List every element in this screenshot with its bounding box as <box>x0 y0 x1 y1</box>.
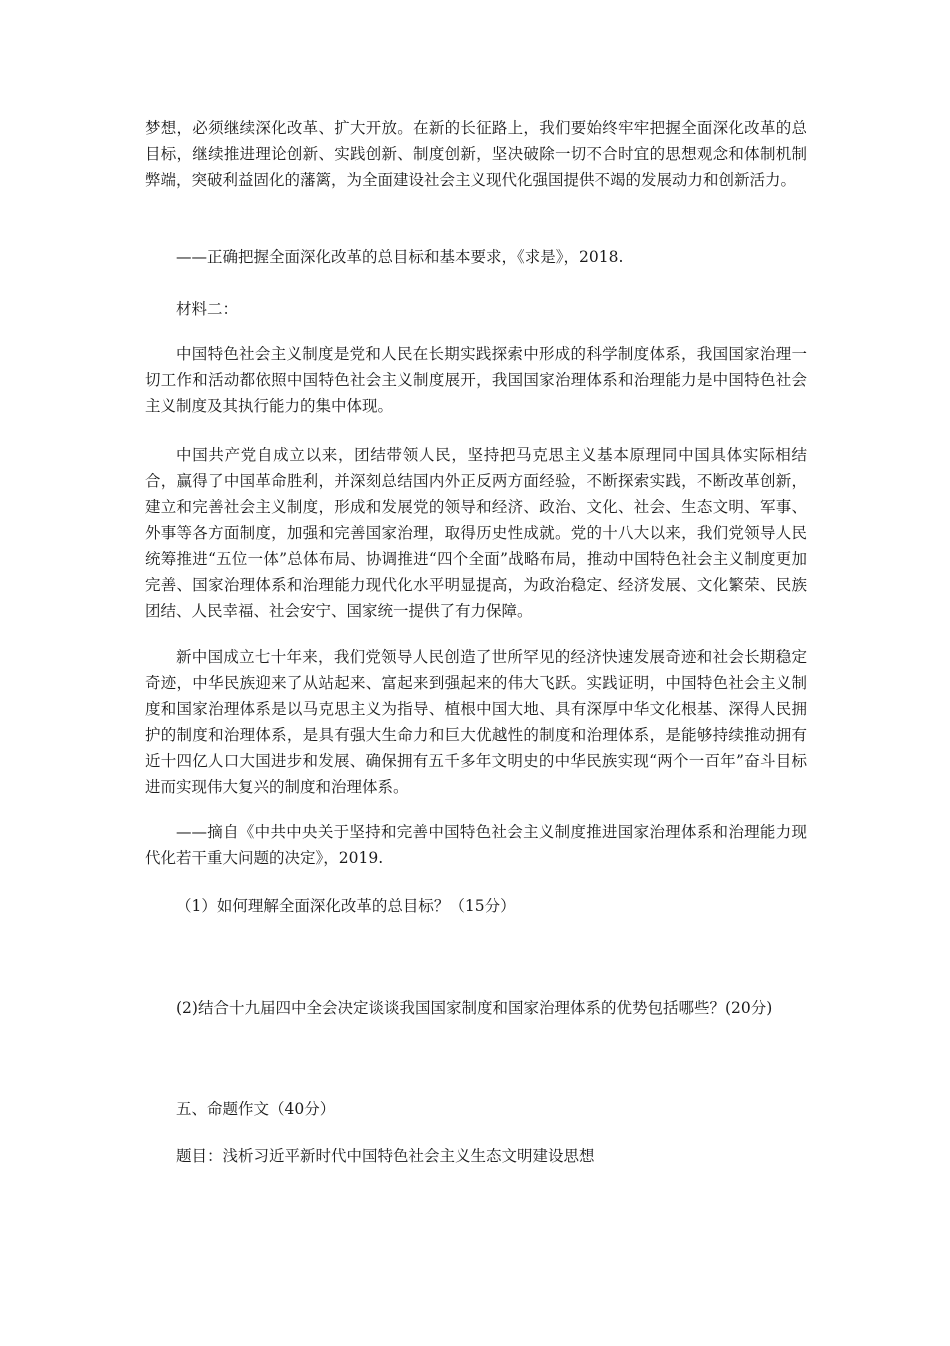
question-two: (2)结合十九届四中全会决定谈谈我国国家制度和国家治理体系的优势包括哪些？(20分) <box>176 999 773 1017</box>
paragraph-seventy-years: 新中国成立七十年来，我们党领导人民创造了世所罕见的经济快速发展奇迹和社会长期稳定奇迹，中华民族迎来了从站起来、富起来到强起来的伟大飞跃。实践证明，中国特色社会主义制度和国家治理体系是以马克思主义为指导、植根中国大地、具有深厚中华文化根基、深得人民拥护的制度和治理体系，是具有强大生命力和巨大优越性的制度和治理体系，是能够持续推动拥有近十四亿人口大国进步和发展、确保拥有五千多年文明史的中华民族实现“两个一百年”奋斗目标进而实现伟大复兴的制度和治理体系。 <box>145 648 807 796</box>
material-two-heading: 材料二： <box>176 300 239 318</box>
essay-topic: 题目：浅析习近平新时代中国特色社会主义生态文明建设思想 <box>176 1147 595 1165</box>
question-one: （1）如何理解全面深化改革的总目标？（15分） <box>176 897 516 915</box>
paragraph-socialist-system: 中国特色社会主义制度是党和人民在长期实践探索中形成的科学制度体系，我国国家治理一切工作和活动都依照中国特色社会主义制度展开，我国国家治理体系和治理能力是中国特色社会主义制度及其执行能力的集中体现。 <box>145 345 807 415</box>
paragraph-party-history: 中国共产党自成立以来，团结带领人民，坚持把马克思主义基本原理同中国具体实际相结合，赢得了中国革命胜利，并深刻总结国内外正反两方面经验，不断探索实践，不断改革创新，建立和完善社会主义制度，形成和发展党的领导和经济、政治、文化、社会、生态文明、军事、外事等各方面制度，加强和完善国家治理，取得历史性成就。党的十八大以来，我们党领导人民统筹推进“五位一体”总体布局、协调推进“四个全面”战略布局，推动中国特色社会主义制度更加完善、国家治理体系和治理能力现代化水平明显提高，为政治稳定、经济发展、文化繁荣、民族团结、人民幸福、社会安宁、国家统一提供了有力保障。 <box>145 446 807 620</box>
citation-decision-2019: ——摘自《中共中央关于坚持和完善中国特色社会主义制度推进国家治理体系和治理能力现代化若干重大问题的决定》，2019. <box>145 823 807 867</box>
section-five-heading: 五、命题作文（40分） <box>176 1100 336 1118</box>
paragraph-continuation-reform: 梦想，必须继续深化改革、扩大开放。在新的长征路上，我们要始终牢牢把握全面深化改革的总目标，继续推进理论创新、实践创新、制度创新，坚决破除一切不合时宜的思想观念和体制机制弊端，突破利益固化的藩篱，为全面建设社会主义现代化强国提供不竭的发展动力和创新活力。 <box>145 119 807 189</box>
citation-qiushi-2018: ——正确把握全面深化改革的总目标和基本要求，《求是》，2018. <box>176 248 624 266</box>
